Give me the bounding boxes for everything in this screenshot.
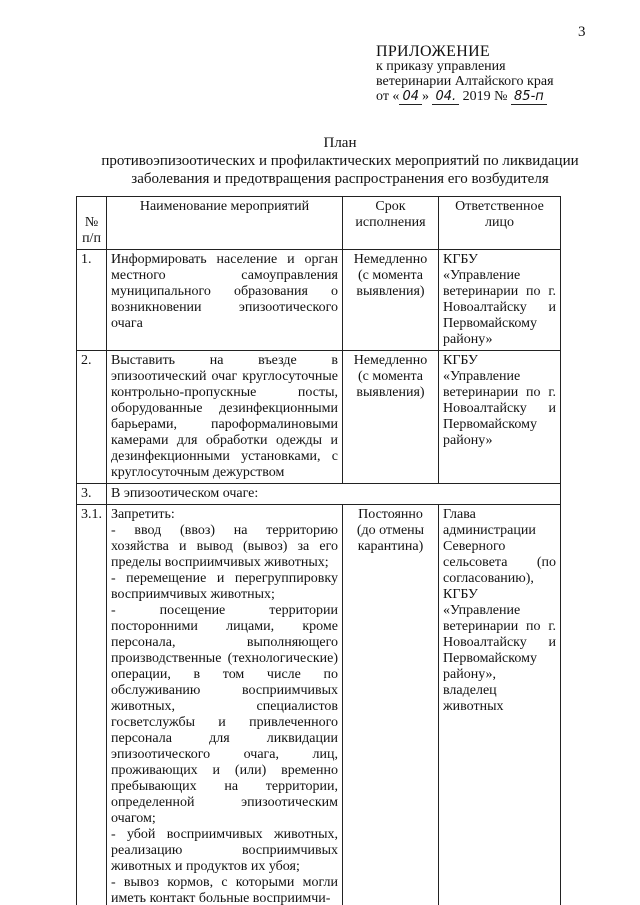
header-name: Наименование мероприятий — [107, 197, 343, 250]
annex-line-department: ветеринарии Алтайского края — [376, 74, 554, 89]
table-row — [77, 484, 561, 505]
row-responsible: КГБУ «Управление ветеринарии по г. Новоалтайску и Первомайскому району» — [439, 250, 561, 351]
row-term: Немедленно (с момента выявления) — [343, 250, 439, 351]
order-number-handwritten: 85-п — [511, 89, 547, 105]
row-responsible: КГБУ «Управление ветеринарии по г. Новоалтайску и Первомайскому району» — [439, 351, 561, 484]
table-row — [77, 250, 561, 351]
row-measure: Информировать население и орган местного самоуправления муниципального образования о возникновении эпизоотического очага — [107, 250, 343, 351]
header-num: № п/п — [77, 197, 107, 250]
date-month-handwritten: 04. — [432, 89, 459, 105]
date-prefix: от « — [376, 89, 400, 104]
plan-title: План — [323, 135, 357, 151]
row-num: 1. — [77, 250, 107, 351]
annex-line-order: к приказу управления — [376, 59, 506, 74]
row-term: Постоянно (до отмены карантина) — [343, 505, 439, 905]
measures-table — [76, 196, 561, 905]
row-measure: Выставить на въезде в эпизоотический очаг круглосуточные контрольно-пропускные посты, оборудованные дезинфекционными барьерами, пароформалиновыми камерами для обработки одежды и дезинфекционными установками, с круглосуточным дежурством — [107, 351, 343, 484]
plan-subtitle-line2: заболевания и предотвращения распространения его возбудителя — [131, 171, 549, 187]
row-term: Немедленно (с момента выявления) — [343, 351, 439, 484]
page-number: 3 — [578, 24, 586, 40]
row-measure: Запретить: - ввод (ввоз) на территорию хозяйства и вывод (вывоз) за его пределы восприимчивых животных; - перемещение и перегруппировку восприимчивых животных; - посещение территории посторонними лицами, кроме персонала, выполняющего производственные (технологические) операции, в том числе по обслуживанию восприимчивых животных, специалистов госветслужбы и привлеченного персонала для ликвидации эпизоотического очага, лиц, проживающих и (или) временно пребывающих на территории, определенной эпизоотическим очагом; - убой восприимчивых животных, реализацию восприимчивых животных и продуктов их убоя; - вывоз кормов, с которыми могли иметь контакт больные восприимчи- — [107, 505, 343, 905]
header-responsible: Ответственное лицо — [439, 197, 561, 250]
row-num: 3. — [77, 484, 107, 505]
plan-subtitle-line1: противоэпизоотических и профилактических мероприятий по ликвидации — [101, 153, 579, 169]
row-responsible: Глава администрации Северного сельсовета (по согласованию), КГБУ «Управление ветеринарии по г. Новоалтайску и Первомайскому району», владелец животных — [439, 505, 561, 905]
header-term: Срок исполнения — [343, 197, 439, 250]
date-mid: » — [421, 89, 429, 104]
row-num: 3.1. — [77, 505, 107, 905]
date-day-handwritten: 04 — [399, 89, 422, 105]
table-row — [77, 351, 561, 484]
table-header-row — [77, 197, 561, 250]
row-num: 2. — [77, 351, 107, 484]
date-year: 2019 № — [462, 89, 508, 104]
table-row — [77, 505, 561, 905]
annex-title: ПРИЛОЖЕНИЕ — [376, 43, 491, 60]
row-section-title: В эпизоотическом очаге: — [107, 484, 561, 505]
